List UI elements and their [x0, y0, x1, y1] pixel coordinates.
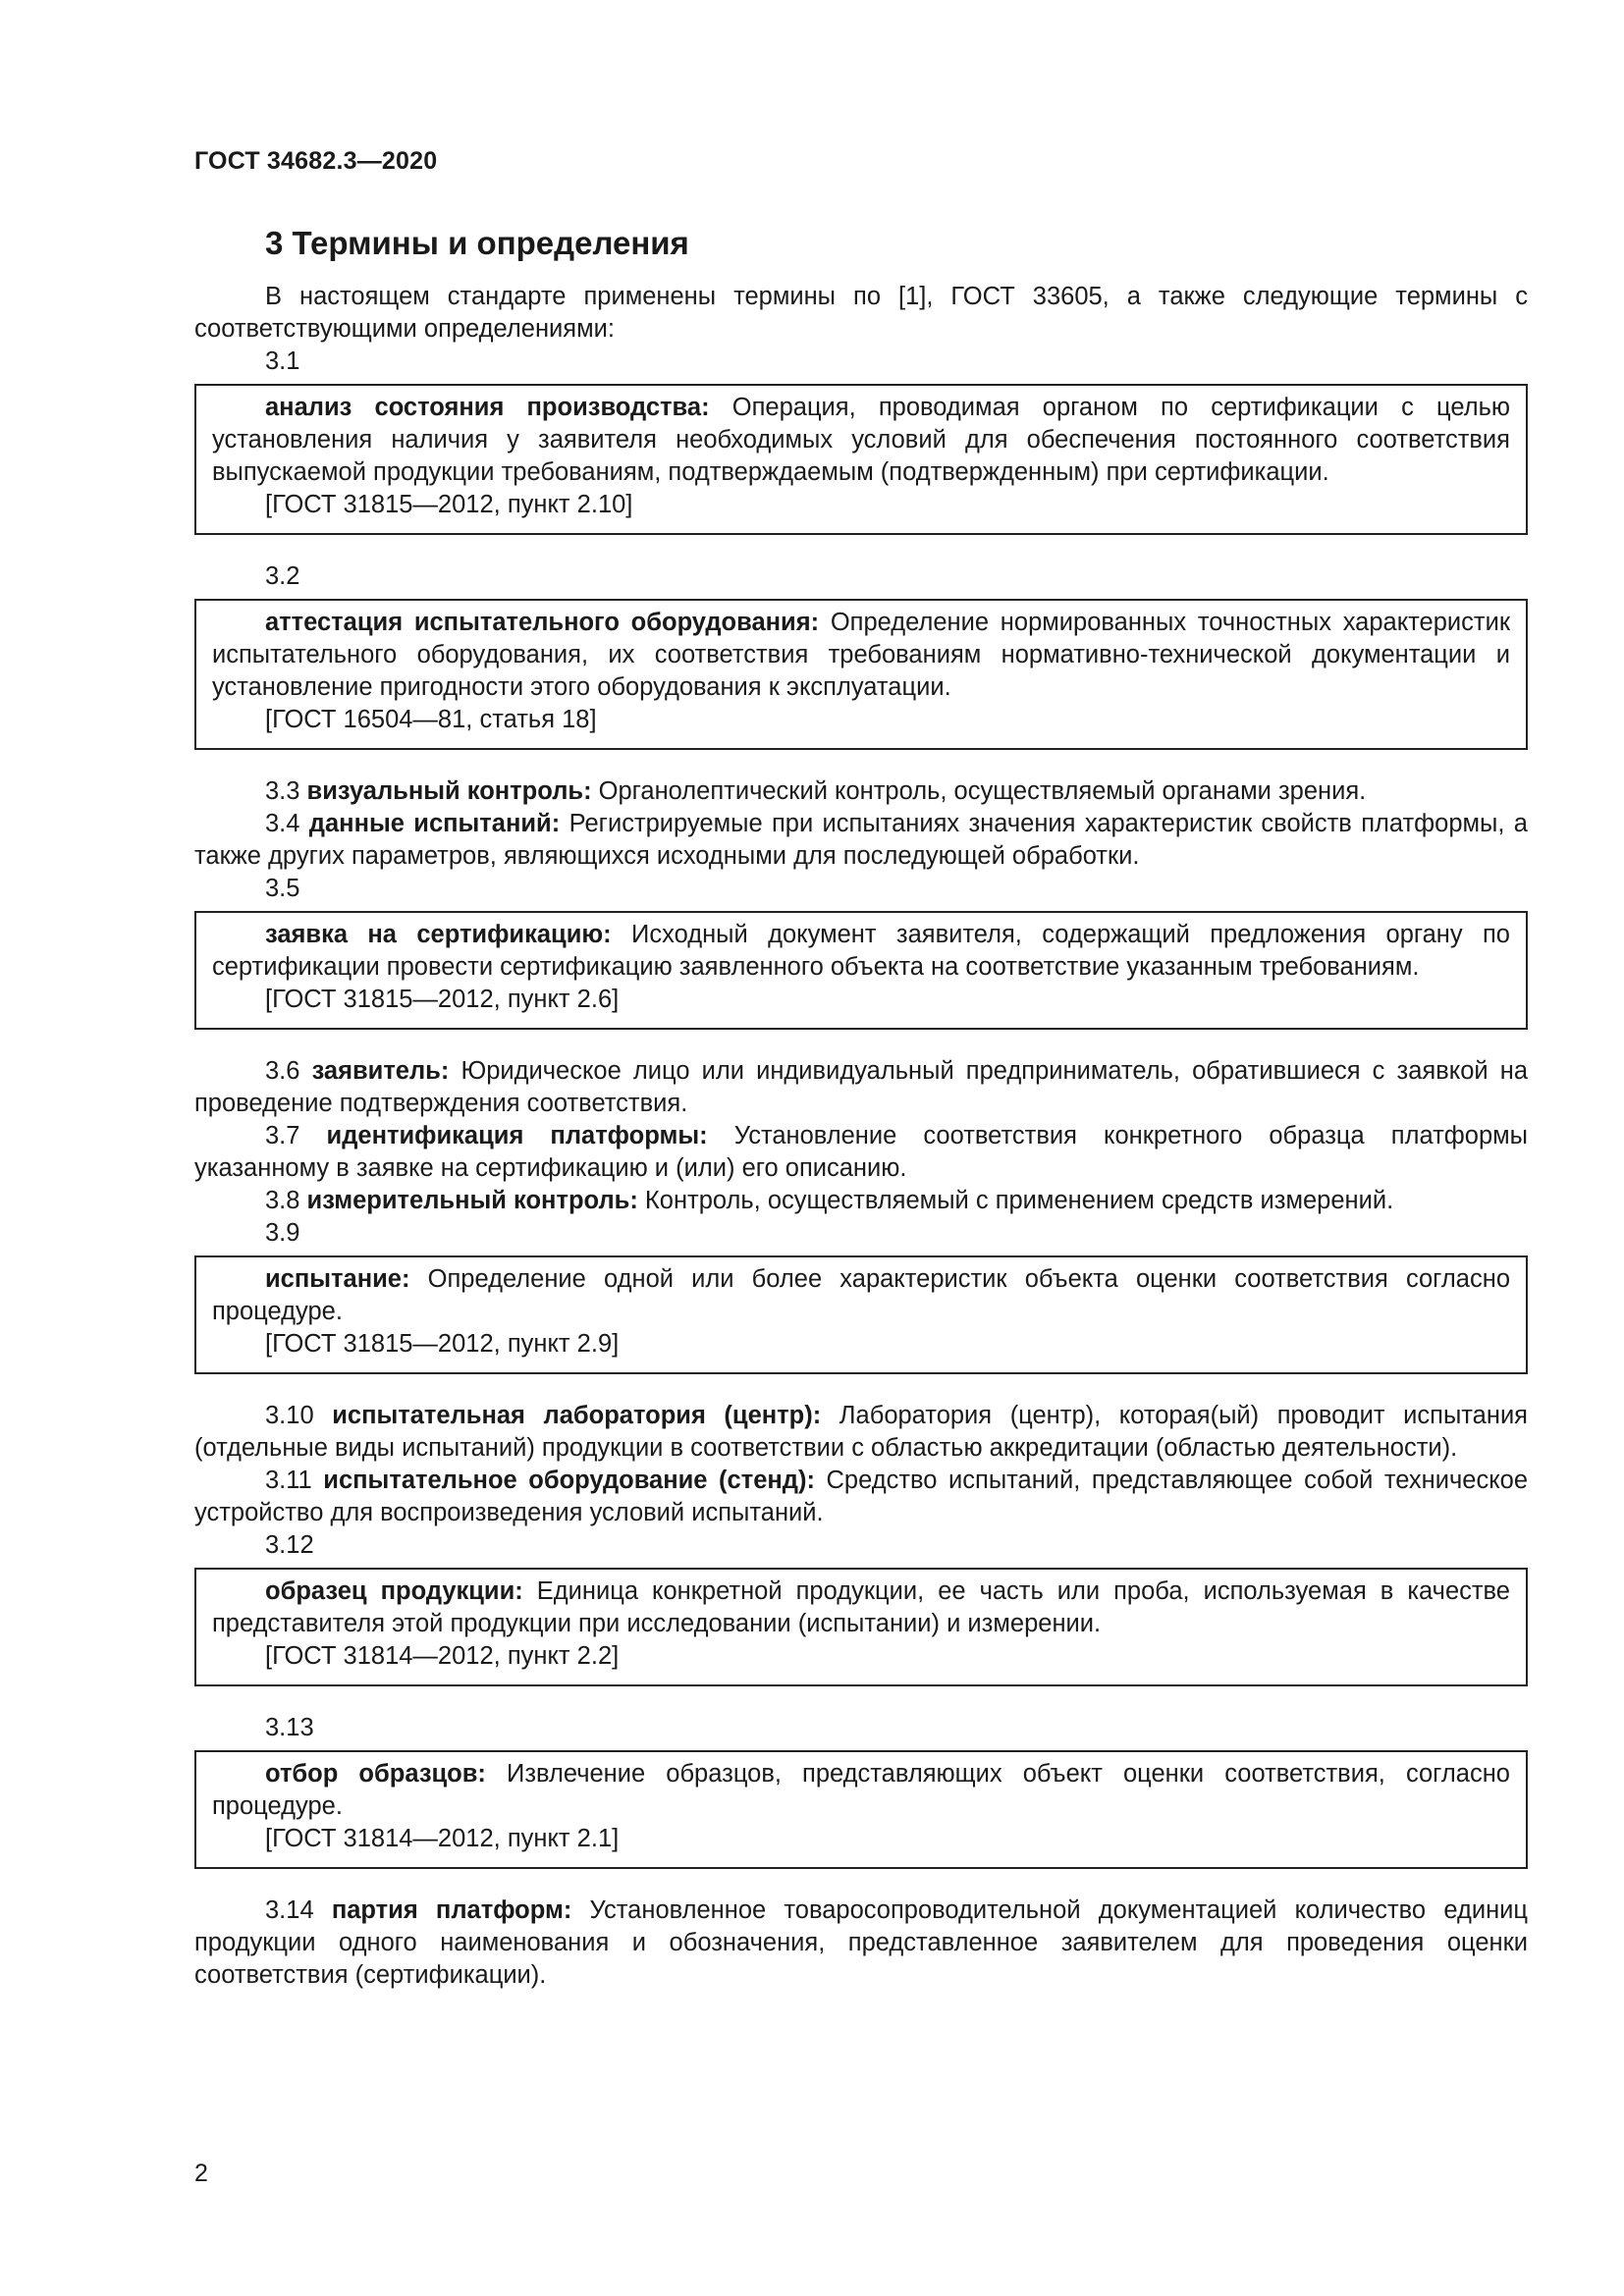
term-text: Единица конкретной продукции, ее часть или проба, используемая в качестве представителя этой продукции при исследовании (испытании) и измерении.: [212, 1577, 1510, 1637]
term-number: 3.8: [265, 1187, 307, 1214]
term-name: отбор образцов:: [265, 1760, 486, 1788]
term-box: [194, 384, 1528, 535]
term-number: 3.13: [265, 1714, 314, 1741]
term-number: 3.5: [265, 875, 300, 902]
term-source: [ГОСТ 31815—2012, пункт 2.6]: [265, 986, 620, 1013]
term-number: 3.10: [265, 1402, 333, 1429]
term-definition: [212, 1758, 1510, 1823]
term-name: испытательная лаборатория (центр):: [332, 1402, 822, 1429]
term-box: [194, 911, 1528, 1030]
term-source: [ГОСТ 31815—2012, пункт 2.10]: [265, 491, 633, 518]
term-name: заявитель:: [311, 1057, 450, 1085]
term-number: 3.14: [265, 1896, 332, 1924]
term-definition: [212, 1575, 1510, 1640]
term-box: [194, 1255, 1528, 1374]
term-line: [194, 1400, 1528, 1465]
term-name: испытание:: [265, 1265, 410, 1293]
term-source: [ГОСТ 31814—2012, пункт 2.2]: [265, 1642, 620, 1670]
term-name: анализ состояния производства:: [265, 394, 710, 421]
term-line: [194, 1895, 1528, 1992]
term-definition: [212, 919, 1510, 984]
term-definition: [212, 607, 1510, 704]
document-id: ГОСТ 34682.3—2020: [194, 147, 438, 175]
term-box: [194, 1750, 1528, 1869]
term-number: 3.1: [265, 347, 300, 375]
term-text: Операция, проводимая органом по сертификации с целью установления наличия у заявителя необходимых условий для обеспечения постоянного соответствия выпускаемой продукции требованиям, подтверждаемым (подтвержденным) при сертификации.: [212, 394, 1510, 486]
term-definition: [212, 1263, 1510, 1328]
section-title: 3 Термины и определения: [265, 225, 689, 261]
term-line: [194, 1185, 1528, 1217]
term-name: измерительный контроль:: [306, 1187, 638, 1214]
term-number: 3.7: [265, 1122, 327, 1149]
term-name: идентификация платформы:: [326, 1122, 708, 1149]
term-text: Контроль, осуществляемый с применением средств измерений.: [637, 1187, 1394, 1214]
term-number: 3.9: [265, 1219, 300, 1247]
term-source: [ГОСТ 31814—2012, пункт 2.1]: [265, 1825, 620, 1852]
term-line: [194, 1120, 1528, 1185]
term-source: [ГОСТ 16504—81, статья 18]: [265, 706, 597, 733]
term-name: визуальный контроль:: [306, 777, 592, 805]
term-name: образец продукции:: [265, 1577, 523, 1605]
term-number: 3.2: [265, 562, 300, 590]
term-number: 3.4: [265, 810, 309, 837]
term-definition: [212, 392, 1510, 489]
term-line: [194, 1465, 1528, 1529]
page-content: [194, 224, 1528, 1992]
term-name: данные испытаний:: [308, 810, 561, 837]
term-box: [194, 1568, 1528, 1686]
term-text: Регистрируемые при испытаниях значения характеристик свойств платформы, а также других параметров, являющихся исходными для последующей обработки.: [194, 810, 1528, 870]
term-number: 3.11: [265, 1467, 324, 1494]
term-text: Определение одной или более характеристик объекта оценки соответствия согласно процедуре.: [212, 1265, 1510, 1325]
term-text: Определение нормированных точностных характеристик испытательного оборудования, их соответствия требованиям нормативно-технической документации и установление пригодности этого оборудования к эксплуатации.: [212, 609, 1510, 701]
term-name: испытательное оборудование (стенд):: [323, 1467, 815, 1494]
term-text: Установленное товаросопроводительной документацией количество единиц продукции одного наименования и обозначения, представленное заявителем для проведения оценки соответствия (сертификации).: [194, 1896, 1528, 1989]
term-number: 3.3: [265, 777, 307, 805]
term-number: 3.6: [265, 1057, 312, 1085]
term-text: Извлечение образцов, представляющих объект оценки соответствия, согласно процедуре.: [212, 1760, 1510, 1820]
term-source: [ГОСТ 31815—2012, пункт 2.9]: [265, 1330, 620, 1358]
intro-paragraph: В настоящем стандарте применены термины по [1], ГОСТ 33605, а также следующие термины с соответствующими определениями:: [194, 283, 1528, 343]
term-name: партия платформ:: [331, 1896, 572, 1924]
term-text: Средство испытаний, представляющее собой техническое устройство для воспроизведения условий испытаний.: [194, 1467, 1529, 1526]
term-number: 3.12: [265, 1531, 314, 1559]
term-name: заявка на сертификацию:: [265, 921, 612, 948]
term-text: Лаборатория (центр), которая(ый) проводит испытания (отдельные виды испытаний) продукции в соответствии с областью аккредитации (областью деятельности).: [194, 1402, 1528, 1462]
term-line: [194, 1055, 1528, 1120]
term-text: Органолептический контроль, осуществляемый органами зрения.: [591, 777, 1367, 805]
term-text: Установление соответствия конкретного образца платформы указанному в заявке на сертификацию и (или) его описанию.: [194, 1122, 1528, 1182]
term-line: [194, 775, 1528, 808]
page-number: 2: [194, 2160, 208, 2187]
term-box: [194, 599, 1528, 750]
term-text: Юридическое лицо или индивидуальный предприниматель, обратившиеся с заявкой на проведение подтверждения соответствия.: [194, 1057, 1528, 1117]
term-line: [194, 808, 1528, 873]
term-text: Исходный документ заявителя, содержащий предложения органу по сертификации провести сертификацию заявленного объекта на соответствие указанным требованиям.: [212, 921, 1510, 981]
term-name: аттестация испытательного оборудования:: [265, 609, 820, 636]
